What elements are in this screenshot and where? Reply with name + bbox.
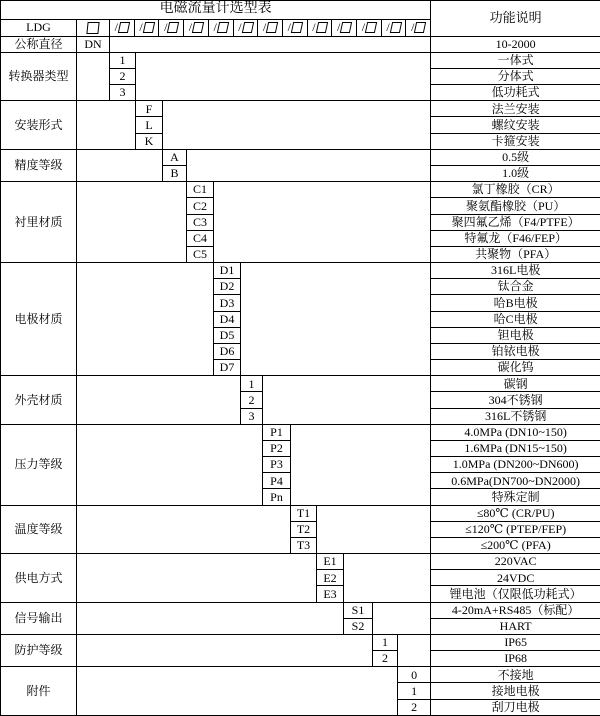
code-box-icon: [192, 22, 204, 33]
description-cell: 1.0MPa (DN200~DN600): [431, 457, 600, 473]
code-cell: A: [163, 149, 187, 165]
code-box-icon: [315, 22, 327, 33]
slash-glyph: /: [361, 20, 366, 35]
code-cell: S2: [344, 618, 373, 634]
spacer-cell: [110, 36, 431, 52]
slash-glyph: /: [386, 20, 390, 35]
code-cell: D1: [214, 263, 241, 279]
category-label: 电极材质: [1, 263, 77, 376]
spacer-cell: [77, 52, 110, 101]
description-cell: 接地电极: [431, 683, 600, 699]
spacer-cell: [398, 634, 431, 666]
code-cell: 0: [398, 667, 431, 683]
slash-glyph: /: [238, 20, 242, 35]
description-cell: 0.6MPa(DN700~DN2000): [431, 473, 600, 489]
spacer-cell: [77, 263, 214, 376]
description-cell: ≤200℃ (PFA): [431, 537, 600, 553]
model-segment: [282, 20, 307, 36]
model-segments-row: [110, 20, 430, 36]
code-box-icon: [118, 22, 130, 33]
slash-glyph: /: [164, 20, 168, 35]
code-cell: 1: [398, 683, 431, 699]
slash-glyph: /: [262, 20, 267, 35]
description-cell: 316L电极: [431, 263, 600, 279]
slash-glyph: /: [337, 20, 341, 35]
code-cell: C4: [187, 230, 214, 246]
code-box-icon: [266, 22, 278, 33]
code-cell: C1: [187, 182, 214, 198]
slash-glyph: /: [213, 20, 217, 35]
spacer-cell: [77, 667, 398, 716]
spacer-cell: [77, 602, 344, 634]
description-cell: 碳化钨: [431, 360, 600, 376]
code-cell: D6: [214, 343, 241, 359]
code-cell: D3: [214, 295, 241, 311]
spacer-cell: [77, 634, 373, 666]
model-segment: [381, 20, 406, 36]
code-cell: C5: [187, 246, 214, 262]
code-cell: P4: [263, 473, 291, 489]
code-cell: D4: [214, 311, 241, 327]
code-box-icon: [414, 22, 426, 33]
code-cell: E2: [317, 570, 344, 586]
code-cell: P3: [263, 457, 291, 473]
model-segment: [356, 20, 381, 36]
code-box-icon: [365, 22, 377, 33]
category-label: 压力等级: [1, 424, 77, 505]
description-cell: 316L不锈钢: [431, 408, 600, 424]
category-label: 衬里材质: [1, 182, 77, 263]
spacer-cell: [77, 376, 241, 425]
code-cell: T3: [291, 537, 317, 553]
model-segment: [208, 20, 233, 36]
category-label: 安装形式: [1, 101, 77, 150]
slash-glyph: /: [139, 20, 143, 35]
category-label: 供电方式: [1, 554, 77, 603]
code-box-icon: [86, 22, 99, 34]
code-box-icon: [340, 22, 352, 33]
description-cell: 24VDC: [431, 570, 600, 586]
category-label: 温度等级: [1, 505, 77, 554]
category-label: 外壳材质: [1, 376, 77, 425]
description-cell: 10-2000: [431, 36, 600, 52]
code-cell: Pn: [263, 489, 291, 505]
spacer-cell: [77, 182, 187, 263]
spacer-cell: [136, 52, 431, 101]
spacer-cell: [263, 376, 431, 425]
code-cell: S1: [344, 602, 373, 618]
code-cell: T1: [291, 505, 317, 521]
description-cell: 锂电池（仅限低功耗式）: [431, 586, 600, 602]
description-cell: 一体式: [431, 52, 600, 68]
function-description-header: 功能说明: [431, 1, 600, 37]
description-cell: 4-20mA+RS485（标配）: [431, 602, 600, 618]
code-cell: D2: [214, 279, 241, 295]
spacer-cell: [373, 602, 431, 634]
description-cell: 碳钢: [431, 376, 600, 392]
slash-glyph: /: [287, 20, 291, 35]
code-cell: 1: [241, 376, 263, 392]
description-cell: IP65: [431, 634, 600, 650]
description-cell: 低功耗式: [431, 85, 600, 101]
description-cell: 铂铱电极: [431, 343, 600, 359]
code-cell: 2: [110, 68, 136, 84]
description-cell: 钛合金: [431, 279, 600, 295]
spacer-cell: [77, 149, 163, 181]
model-segment: [158, 20, 183, 36]
spacer-cell: [317, 505, 431, 554]
description-cell: 1.0级: [431, 165, 600, 181]
code-box-icon: [241, 22, 253, 33]
code-box-icon: [143, 22, 155, 33]
model-segment: [307, 20, 332, 36]
description-cell: 特氟龙（F46/FEP）: [431, 230, 600, 246]
description-cell: 聚氨酯橡胶（PU）: [431, 198, 600, 214]
model-box-cell: [77, 19, 110, 36]
code-cell: D7: [214, 360, 241, 376]
description-cell: 氯丁橡胶（CR）: [431, 182, 600, 198]
spacer-cell: [77, 101, 136, 150]
category-label: 信号输出: [1, 602, 77, 634]
code-cell: L: [136, 117, 163, 133]
slash-glyph: /: [411, 20, 415, 35]
description-cell: 1.6MPa (DN15~150): [431, 440, 600, 456]
spacer-cell: [291, 424, 431, 505]
code-cell: 1: [110, 52, 136, 68]
category-label: 精度等级: [1, 149, 77, 181]
description-cell: 刮刀电极: [431, 699, 600, 715]
model-segment: [134, 20, 159, 36]
code-cell: P1: [263, 424, 291, 440]
code-cell: 1: [373, 634, 398, 650]
code-cell: C3: [187, 214, 214, 230]
description-cell: 特殊定制: [431, 489, 600, 505]
code-cell: D5: [214, 327, 241, 343]
code-cell: E1: [317, 554, 344, 570]
model-segment: [331, 20, 356, 36]
spacer-cell: [77, 424, 263, 505]
spacer-cell: [163, 101, 431, 150]
code-cell: T2: [291, 521, 317, 537]
description-cell: 法兰安装: [431, 101, 600, 117]
model-segment: [183, 20, 208, 36]
code-box-icon: [217, 22, 229, 33]
description-cell: 聚四氟乙烯（F4/PTFE）: [431, 214, 600, 230]
description-cell: 0.5级: [431, 149, 600, 165]
description-cell: 钽电极: [431, 327, 600, 343]
description-cell: 220VAC: [431, 554, 600, 570]
spacer-cell: [241, 263, 431, 376]
code-cell: DN: [77, 36, 110, 52]
model-segment: [233, 20, 258, 36]
code-box-icon: [167, 22, 179, 33]
model-segment: [405, 20, 430, 36]
code-cell: B: [163, 165, 187, 181]
description-cell: 卡箍安装: [431, 133, 600, 149]
code-cell: 2: [241, 392, 263, 408]
code-cell: K: [136, 133, 163, 149]
code-cell: 3: [110, 85, 136, 101]
model-segment: [110, 20, 134, 36]
category-label: 附件: [1, 667, 77, 716]
spacer-cell: [214, 182, 431, 263]
description-cell: 共聚物（PFA）: [431, 246, 600, 262]
spacer-cell: [344, 554, 431, 603]
description-cell: ≤120℃ (PTEP/FEP): [431, 521, 600, 537]
slash-glyph: /: [188, 20, 193, 35]
category-label: 公称直径: [1, 36, 77, 52]
code-cell: C2: [187, 198, 214, 214]
description-cell: IP68: [431, 651, 600, 667]
slash-glyph: /: [312, 20, 316, 35]
model-segments-cell: [110, 19, 431, 36]
spacer-cell: [187, 149, 431, 181]
description-cell: 哈B电极: [431, 295, 600, 311]
code-cell: 2: [398, 699, 431, 715]
category-label: 防护等级: [1, 634, 77, 666]
code-cell: E3: [317, 586, 344, 602]
description-cell: 分体式: [431, 68, 600, 84]
table-title: 电磁流量计选型表: [1, 1, 431, 20]
description-cell: 304不锈钢: [431, 392, 600, 408]
description-cell: 螺纹安装: [431, 117, 600, 133]
spacer-cell: [77, 554, 317, 603]
description-cell: 哈C电极: [431, 311, 600, 327]
code-cell: 2: [373, 651, 398, 667]
model-prefix: LDG: [1, 19, 77, 36]
category-label: 转换器类型: [1, 52, 77, 101]
code-cell: 3: [241, 408, 263, 424]
code-cell: F: [136, 101, 163, 117]
slash-glyph: /: [114, 20, 119, 35]
description-cell: HART: [431, 618, 600, 634]
description-cell: ≤80℃ (CR/PU): [431, 505, 600, 521]
description-cell: 不接地: [431, 667, 600, 683]
spacer-cell: [77, 505, 291, 554]
code-box-icon: [390, 22, 402, 33]
description-cell: 4.0MPa (DN10~150): [431, 424, 600, 440]
code-box-icon: [291, 22, 303, 33]
code-cell: P2: [263, 440, 291, 456]
model-segment: [257, 20, 282, 36]
